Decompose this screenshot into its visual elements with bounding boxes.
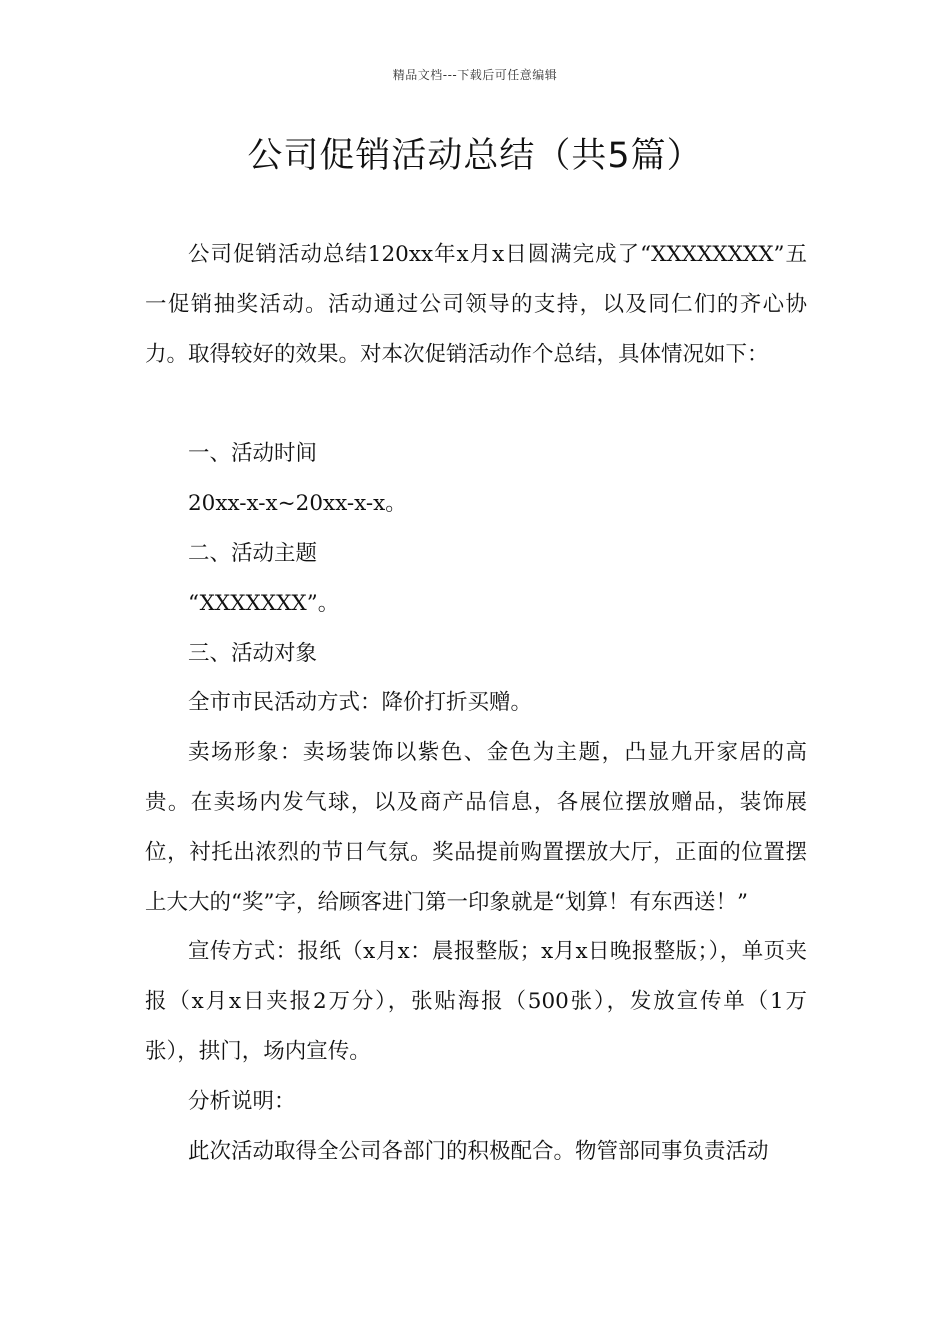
analysis-heading: 分析说明： [188, 1088, 296, 1114]
intro-paragraph: 公司促销活动总结120xx年x月x日圆满完成了“XXXXXXXX”五一促销抽奖活动。活动通过公司领导的支持，以及同仁们的齐心协力。取得较好的效果。对本次促销活动作个总结，具体情况如下： [145, 242, 807, 367]
section-heading-audience: 三、活动对象 [188, 640, 318, 666]
section-text-theme: “XXXXXXX”。 [188, 590, 340, 616]
promotion-paragraph: 宣传方式：报纸（x月x：晨报整版；x月x日晚报整版；），单页夹报（x月x日夹报2万分），张贴海报（500张），发放宣传单（1万张），拱门，场内宣传。 [145, 939, 807, 1064]
analysis-paragraph: 此次活动取得全公司各部门的积极配合。物管部同事负责活动 [188, 1138, 769, 1164]
section-heading-theme: 二、活动主题 [188, 540, 318, 566]
document-title: 公司促销活动总结（共5篇） [247, 136, 703, 176]
store-image-paragraph: 卖场形象：卖场装饰以紫色、金色为主题，凸显九开家居的高贵。在卖场内发气球，以及商产品信息，各展位摆放赠品，装饰展位，衬托出浓烈的节日气氛。奖品提前购置摆放大厅，正面的位置摆上大大的“奖”字，给顾客进门第一印象就是“划算！有东西送！” [145, 740, 807, 915]
section-text-time: 20xx-x-x~20xx-x-x。 [188, 491, 407, 517]
paragraph-gap [145, 379, 807, 429]
header-note: 精品文档---下载后可任意编辑 [392, 68, 558, 82]
section-text-audience: 全市市民活动方式：降价打折买赠。 [188, 690, 533, 716]
document-body [145, 230, 807, 1176]
section-heading-time: 一、活动时间 [188, 441, 318, 467]
